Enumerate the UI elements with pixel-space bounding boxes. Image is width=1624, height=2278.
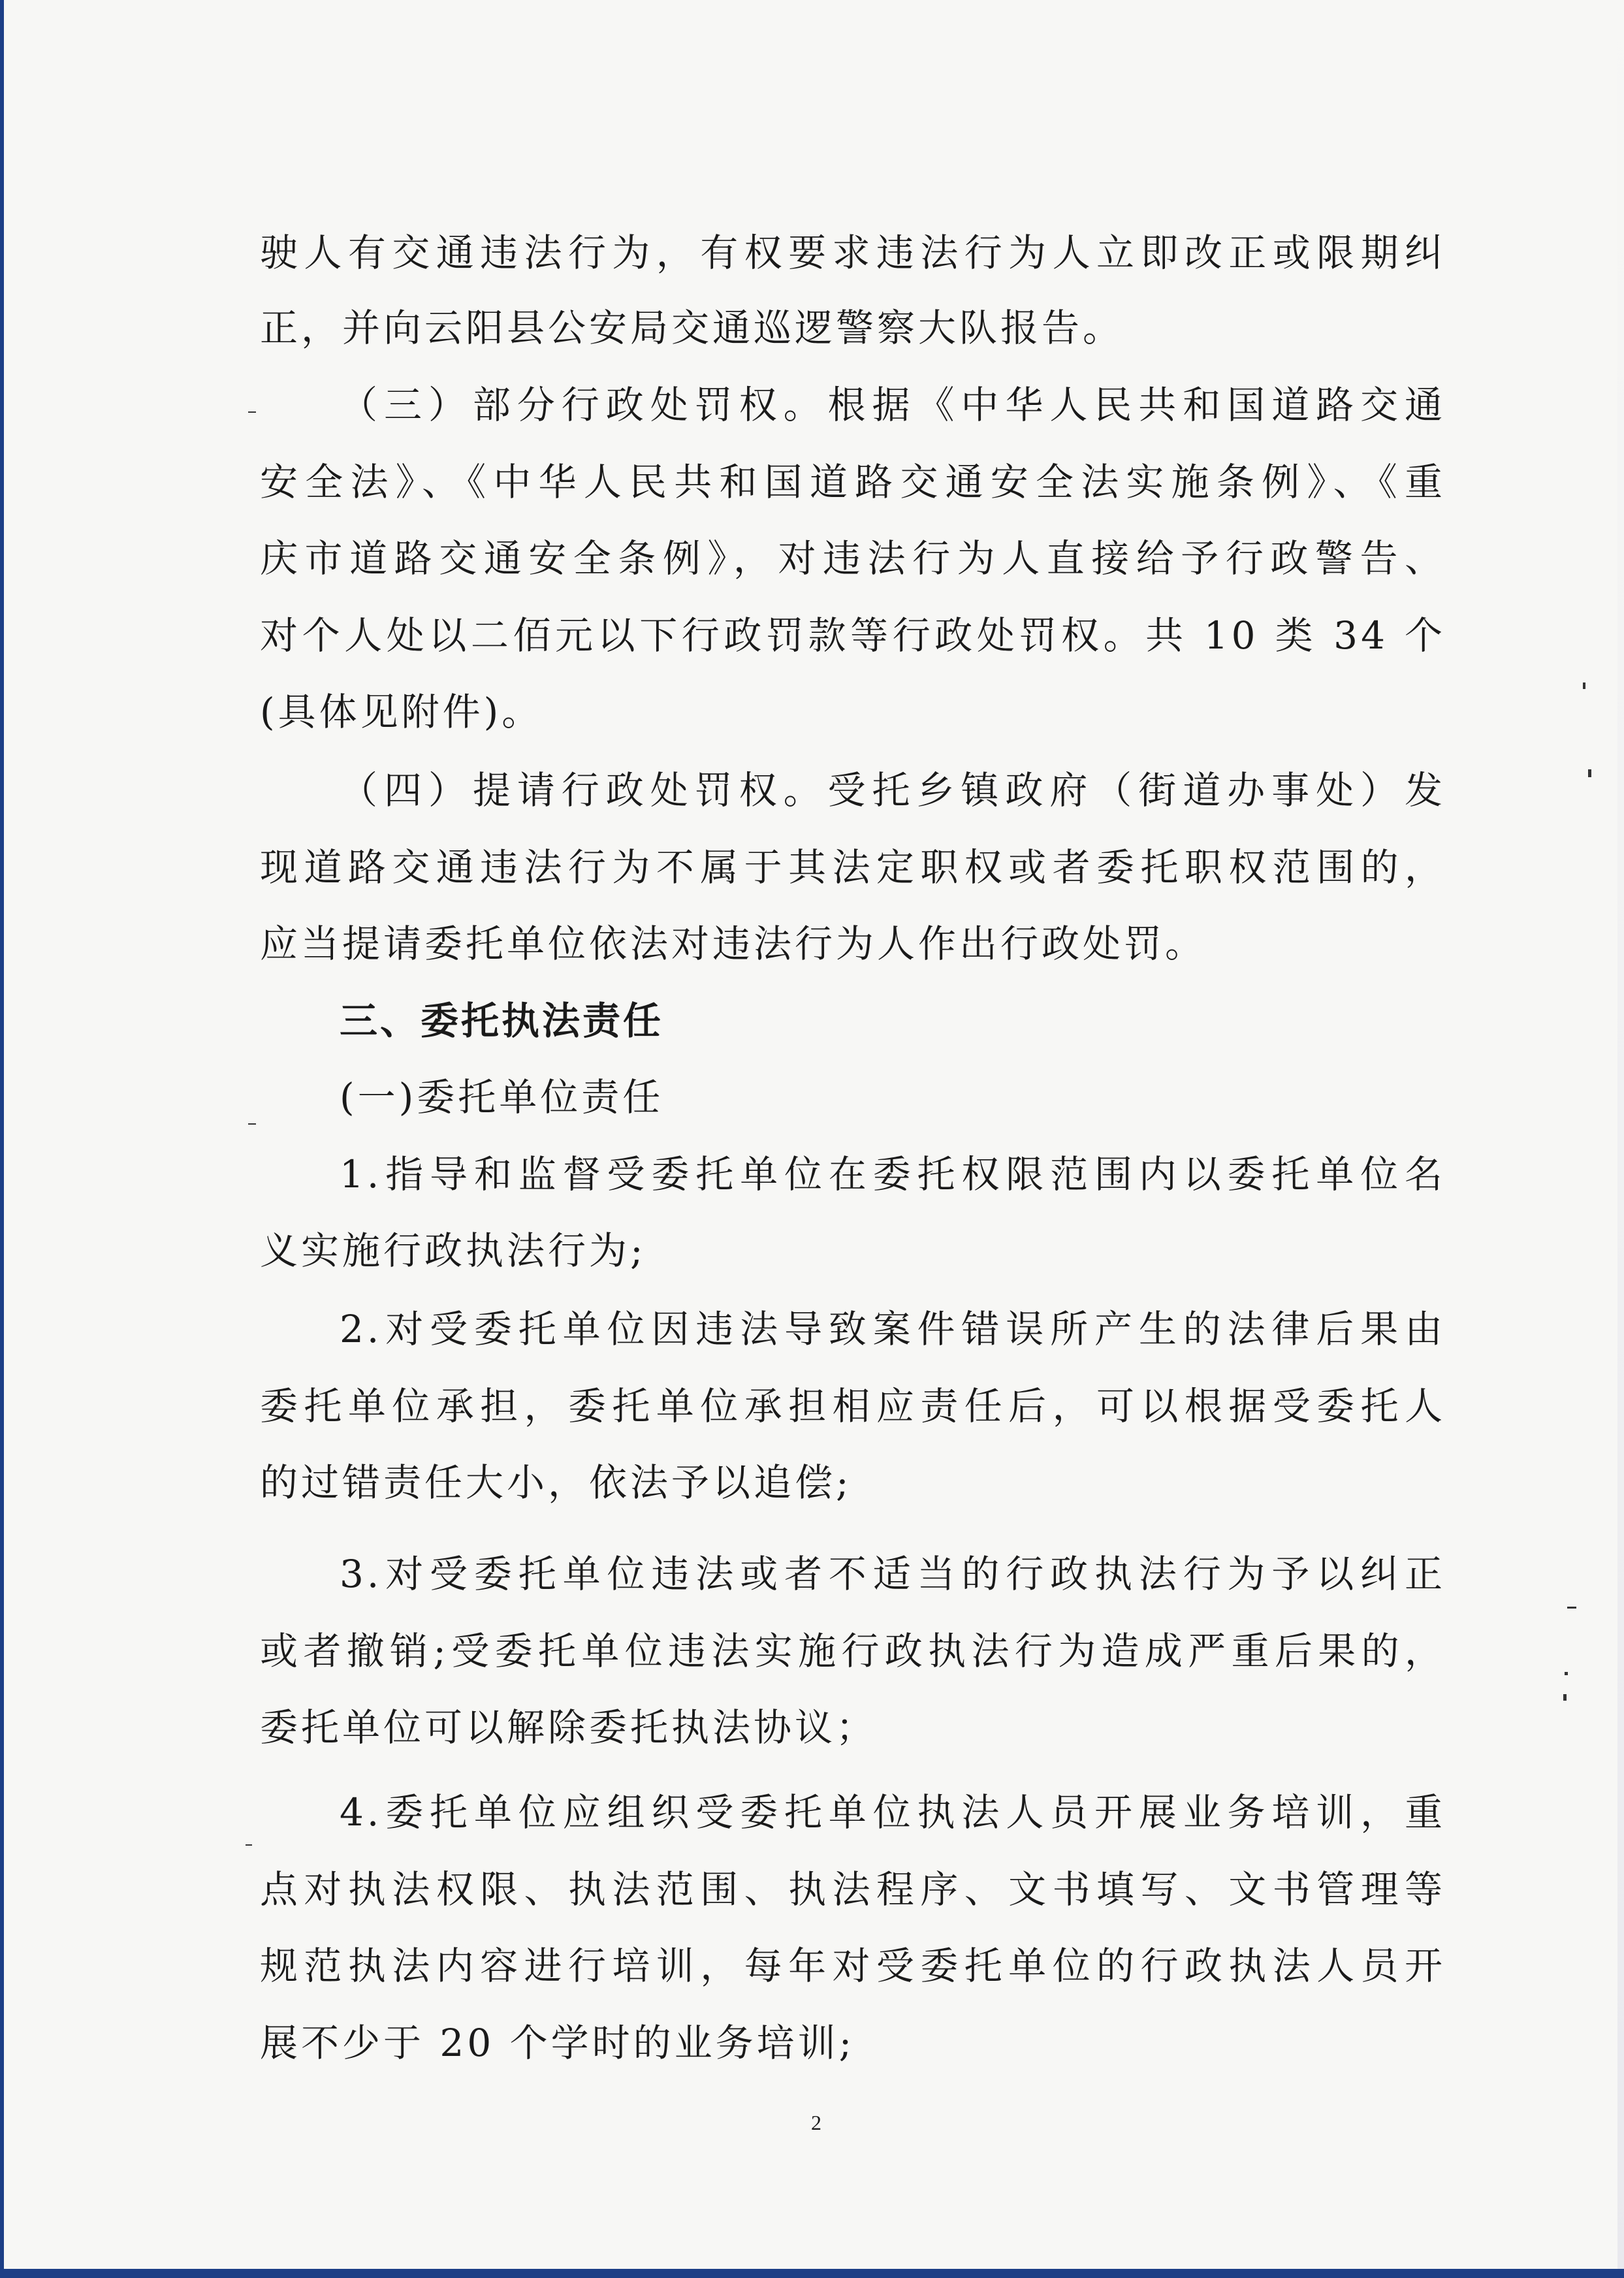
paragraph-line: 对个人处以二佰元以下行政罚款等行政处罚权。共 10 类 34 个 — [260, 613, 1446, 658]
subsection-heading: (一)委托单位责任 — [340, 1075, 664, 1119]
paragraph-line: 展不少于 20 个学时的业务培训; — [260, 2021, 855, 2065]
paragraph-line: 3.对受委托单位违法或者不适当的行政执法行为予以纠正 — [340, 1552, 1446, 1596]
paragraph-line: （四）提请行政处罚权。受托乡镇政府（街道办事处）发 — [340, 768, 1446, 812]
paragraph-line: 委托单位可以解除委托执法协议； — [260, 1705, 878, 1750]
scan-speck — [248, 411, 256, 413]
scan-speck — [1567, 1607, 1576, 1609]
scan-speck — [248, 1123, 256, 1125]
paragraph-line: 正，并向云阳县公安局交通巡逻警察大队报告。 — [260, 306, 1124, 350]
paragraph-line: 规范执法内容进行培训，每年对受委托单位的行政执法人员开 — [260, 1944, 1446, 1988]
scan-speck — [1563, 1694, 1567, 1701]
paragraph-line: 安全法》、《中华人民共和国道路交通安全法实施条例》、《重 — [260, 460, 1446, 504]
scan-speck — [246, 1844, 252, 1846]
paragraph-line: 应当提请委托单位依法对违法行为人作出行政处罚。 — [260, 922, 1207, 966]
paragraph-line: 4.委托单位应组织受委托单位执法人员开展业务培训，重 — [340, 1790, 1446, 1835]
paragraph-line: 现道路交通违法行为不属于其法定职权或者委托职权范围的， — [260, 845, 1446, 890]
paragraph-line: 1.指导和监督受委托单位在委托权限范围内以委托单位名 — [340, 1152, 1446, 1196]
paragraph-line: 的过错责任大小，依法予以追偿; — [260, 1460, 852, 1505]
scan-speck — [1583, 682, 1585, 689]
paragraph-line: （三）部分行政处罚权。根据《中华人民共和国道路交通 — [340, 383, 1446, 427]
scan-speck — [1565, 1672, 1568, 1675]
paragraph-line: 或者撤销;受委托单位违法实施行政执法行为造成严重后果的， — [260, 1629, 1446, 1673]
section-heading: 三、委托执法责任 — [340, 999, 664, 1043]
paragraph-line: (具体见附件)。 — [260, 690, 543, 734]
paragraph-line: 驶人有交通违法行为，有权要求违法行为人立即改正或限期纠 — [260, 231, 1446, 275]
page-number: 2 — [811, 2111, 821, 2134]
paragraph-line: 委托单位承担，委托单位承担相应责任后，可以根据受委托人 — [260, 1384, 1446, 1428]
scan-speck — [1588, 769, 1591, 777]
paragraph-line: 庆市道路交通安全条例》，对违法行为人直接给予行政警告、 — [260, 536, 1446, 581]
paragraph-line: 义实施行政执法行为; — [260, 1228, 646, 1273]
paragraph-line: 点对执法权限、执法范围、执法程序、文书填写、文书管理等 — [260, 1867, 1446, 1912]
paragraph-line: 2.对受委托单位因违法导致案件错误所产生的法律后果由 — [340, 1307, 1446, 1351]
